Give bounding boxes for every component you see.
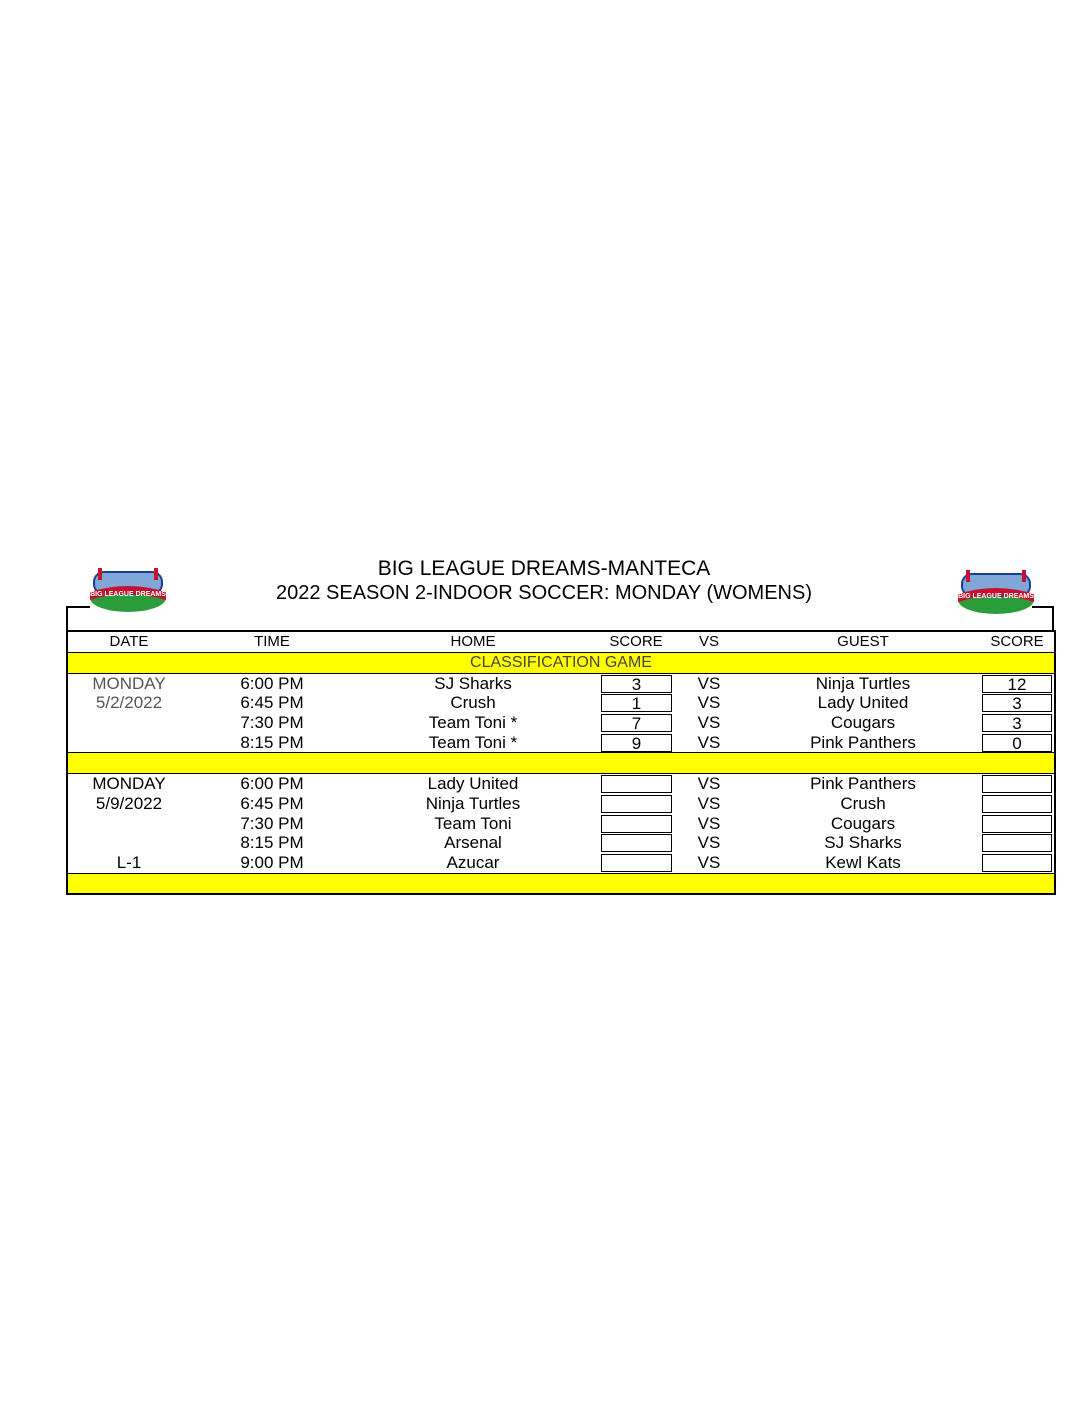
home-score-box bbox=[601, 795, 672, 813]
game-time: 6:45 PM bbox=[240, 793, 304, 813]
table-row bbox=[68, 733, 1054, 753]
home-score-box bbox=[601, 834, 672, 852]
bottom-bar bbox=[68, 873, 1054, 894]
game-time: 6:00 PM bbox=[240, 673, 304, 693]
vs-label: VS bbox=[697, 673, 721, 693]
game-date: 5/9/2022 bbox=[95, 793, 163, 813]
guest-score: 12 bbox=[982, 675, 1052, 693]
guest-score-box bbox=[982, 854, 1052, 872]
table-row bbox=[68, 833, 1054, 853]
game-date: 5/2/2022 bbox=[95, 693, 163, 713]
vs-label: VS bbox=[697, 852, 721, 872]
guest-score: 0 bbox=[982, 734, 1052, 752]
guest-score-box bbox=[982, 834, 1052, 852]
guest-score: 3 bbox=[982, 714, 1052, 732]
home-team: Team Toni * bbox=[428, 713, 518, 733]
col-home: HOME bbox=[450, 633, 496, 650]
game-time: 6:00 PM bbox=[240, 774, 304, 794]
vs-label: VS bbox=[697, 732, 721, 752]
table-row bbox=[68, 853, 1054, 873]
home-score: 9 bbox=[601, 734, 672, 752]
schedule-table bbox=[66, 630, 1056, 895]
table-row bbox=[68, 794, 1054, 814]
guest-score-box bbox=[982, 795, 1052, 813]
guest-team: Cougars bbox=[830, 813, 896, 833]
home-score-box bbox=[601, 775, 672, 793]
week-separator bbox=[68, 752, 1054, 774]
page-title: BIG LEAGUE DREAMS-MANTECA bbox=[377, 557, 711, 580]
game-time: 8:15 PM bbox=[240, 732, 304, 752]
table-row bbox=[68, 713, 1054, 733]
home-team: Lady United bbox=[427, 774, 519, 794]
home-team: SJ Sharks bbox=[434, 673, 512, 693]
game-time: 6:45 PM bbox=[240, 693, 304, 713]
home-team: Team Toni bbox=[434, 813, 512, 833]
home-score-box bbox=[601, 854, 672, 872]
page-subtitle: 2022 SEASON 2-INDOOR SOCCER: MONDAY (WOMENS) bbox=[275, 582, 812, 604]
home-score-box bbox=[601, 815, 672, 833]
guest-score-box bbox=[982, 775, 1052, 793]
home-team: Azucar bbox=[446, 852, 500, 872]
game-time: 8:15 PM bbox=[240, 833, 304, 853]
home-team: Ninja Turtles bbox=[425, 793, 521, 813]
col-home-score: SCORE bbox=[609, 633, 663, 650]
classification-banner bbox=[68, 653, 1054, 674]
guest-team: SJ Sharks bbox=[824, 833, 902, 853]
vs-label: VS bbox=[697, 833, 721, 853]
col-guest: GUEST bbox=[837, 633, 889, 650]
guest-team: Pink Panthers bbox=[810, 732, 916, 752]
guest-team: Cougars bbox=[830, 713, 896, 733]
guest-team: Pink Panthers bbox=[810, 774, 916, 794]
game-day: MONDAY bbox=[92, 673, 166, 693]
home-score: 3 bbox=[601, 675, 672, 693]
home-score: 7 bbox=[601, 714, 672, 732]
vs-label: VS bbox=[697, 793, 721, 813]
guest-team: Kewl Kats bbox=[825, 852, 901, 872]
col-guest-score: SCORE bbox=[990, 633, 1044, 650]
vs-label: VS bbox=[697, 813, 721, 833]
guest-team: Crush bbox=[840, 793, 886, 813]
guest-score: 3 bbox=[982, 694, 1052, 712]
game-time: 9:00 PM bbox=[240, 852, 304, 872]
vs-label: VS bbox=[697, 693, 721, 713]
home-team: Team Toni * bbox=[428, 732, 518, 752]
logo-text: BIG LEAGUE DREAMS bbox=[958, 593, 1034, 600]
game-time: 7:30 PM bbox=[240, 713, 304, 733]
vs-label: VS bbox=[697, 713, 721, 733]
logo-text: BIG LEAGUE DREAMS bbox=[90, 591, 166, 598]
guest-team: Lady United bbox=[817, 693, 909, 713]
table-row bbox=[68, 774, 1054, 794]
home-team: Arsenal bbox=[444, 833, 502, 853]
banner-label: CLASSIFICATION GAME bbox=[470, 654, 652, 671]
game-note: L-1 bbox=[116, 852, 142, 872]
guest-score-box bbox=[982, 815, 1052, 833]
col-vs: VS bbox=[698, 633, 719, 650]
table-header-row bbox=[68, 632, 1054, 653]
game-time: 7:30 PM bbox=[240, 813, 304, 833]
home-score: 1 bbox=[601, 694, 672, 712]
vs-label: VS bbox=[697, 774, 721, 794]
game-day: MONDAY bbox=[92, 774, 166, 794]
table-row bbox=[68, 674, 1054, 694]
col-time: TIME bbox=[254, 633, 290, 650]
table-frame-top bbox=[66, 606, 1054, 630]
home-team: Crush bbox=[450, 693, 496, 713]
table-row bbox=[68, 693, 1054, 713]
table-row bbox=[68, 814, 1054, 834]
guest-team: Ninja Turtles bbox=[815, 673, 911, 693]
col-date: DATE bbox=[109, 633, 149, 650]
